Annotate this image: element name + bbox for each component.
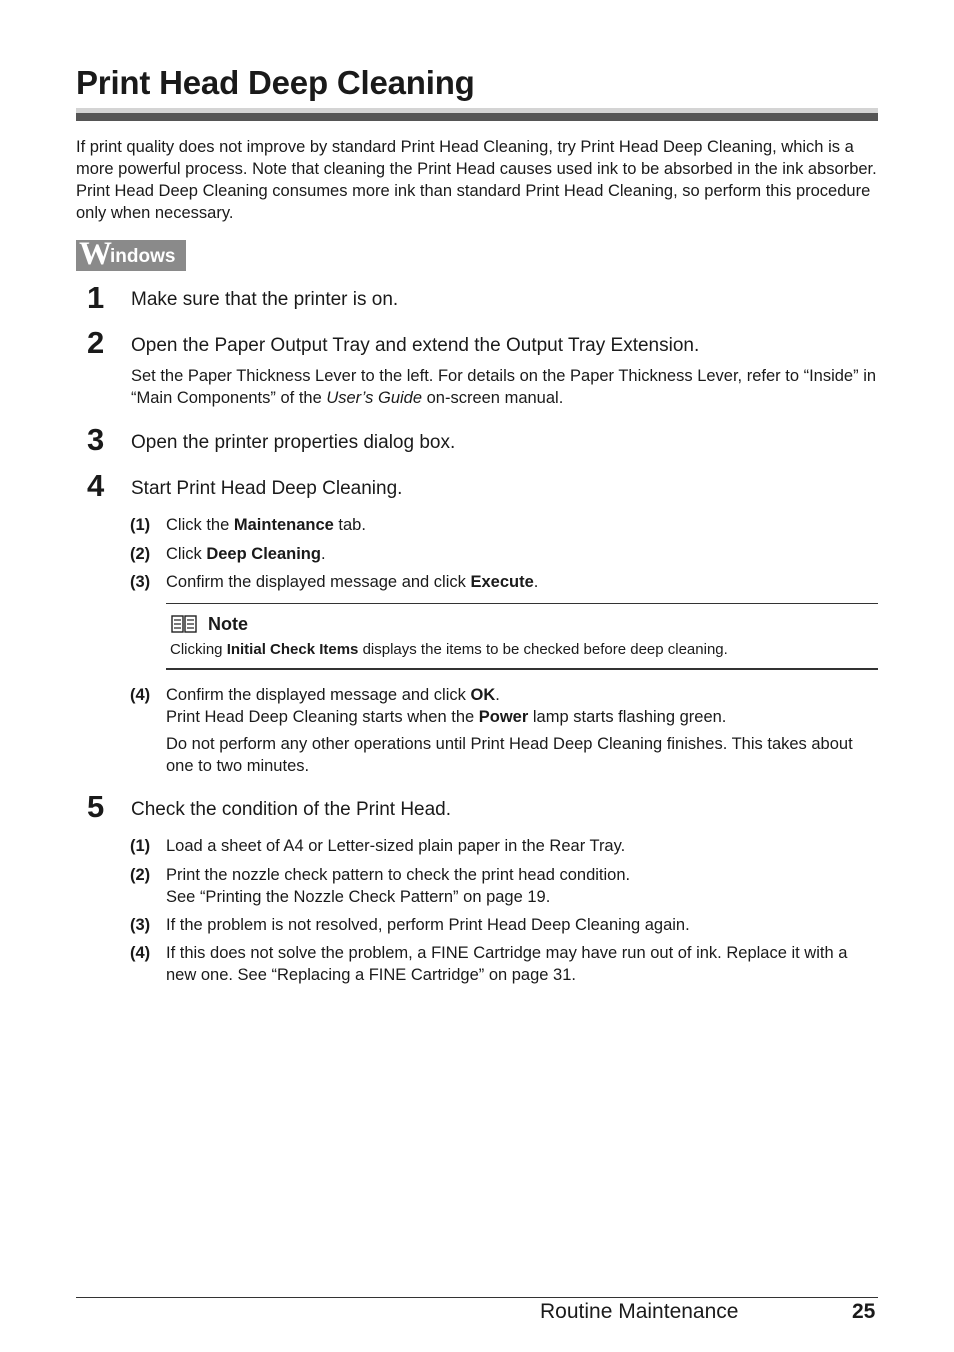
step-4-item-2-text: Click Deep Cleaning.	[166, 545, 326, 563]
page-number: 25	[852, 1300, 876, 1323]
windows-badge-initial: W	[79, 240, 112, 271]
step-2-text: Open the Paper Output Tray and extend the Output Tray Extension.	[131, 335, 700, 356]
step-5-text: Check the condition of the Print Head.	[131, 799, 452, 820]
step-5-item-1-text: Load a sheet of A4 or Letter-sized plain paper in the Rear Tray.	[166, 837, 626, 855]
windows-badge	[76, 240, 186, 271]
step-2-detail	[131, 365, 883, 409]
note-text: Clicking Initial Check Items displays the items to be checked before deep cleaning.	[170, 641, 728, 658]
step-5-item-4-number: (4)	[130, 944, 151, 962]
step-3-number: 3	[87, 422, 105, 457]
step-5-number: 5	[87, 789, 105, 824]
page-title: Print Head Deep Cleaning	[76, 64, 475, 101]
step-5-item-2-text: Print the nozzle check pattern to check the print head condition. See “Printing the Nozzle Check Pattern” on page 19.	[166, 866, 631, 906]
step-3-text: Open the printer properties dialog box.	[131, 432, 456, 453]
step-5-item-3-number: (3)	[130, 916, 151, 934]
book-icon	[171, 615, 197, 633]
step-4-number: 4	[87, 468, 105, 503]
step-2-detail-end: on-screen manual.	[422, 389, 564, 407]
users-guide-title: User’s Guide	[326, 389, 423, 407]
step-1-number: 1	[87, 280, 105, 315]
step-5-item-4-text: If this does not solve the problem, a FINE Cartridge may have run out of ink. Replace it with a new one. See “Replacing a FINE Cartridge” on page 31.	[166, 944, 848, 984]
intro-paragraph: If print quality does not improve by standard Print Head Cleaning, try Print Head Deep Cleaning, which is a more powerful process. Note that cleaning the Print Head causes used ink to be absorbed in the ink absorber. Print Head Deep Cleaning consumes more ink than standard Print Head Cleaning, so perform this procedure only when necessary.	[76, 138, 877, 222]
step-5-item-3-text: If the problem is not resolved, perform Print Head Deep Cleaning again.	[166, 916, 690, 934]
step-1-text: Make sure that the printer is on.	[131, 289, 399, 310]
step-5-item-1-number: (1)	[130, 837, 151, 855]
footer-rule	[76, 1297, 878, 1298]
windows-badge-text: indows	[110, 246, 176, 267]
footer-section-title: Routine Maintenance	[540, 1300, 739, 1323]
step-4-text: Start Print Head Deep Cleaning.	[131, 478, 403, 499]
step-2-detail-text: Set the Paper Thickness Lever to the left. For details on the Paper Thickness Lever, refer to “Inside” in “Main Components” of the	[131, 367, 877, 407]
step-4-item-1-number: (1)	[130, 516, 151, 534]
step-4-item-1-text: Click the Maintenance tab.	[166, 516, 366, 534]
step-4-item-2-number: (2)	[130, 545, 151, 563]
note-title: Note	[208, 614, 248, 634]
step-4-item-4-text: Confirm the displayed message and click OK. Print Head Deep Cleaning starts when the Power lamp starts flashing green.	[166, 686, 727, 726]
note-box	[166, 603, 878, 670]
title-rule	[76, 108, 878, 121]
step-4-item-3-text: Confirm the displayed message and click Execute.	[166, 573, 539, 591]
step-5-item-2-number: (2)	[130, 866, 151, 884]
step-2-number: 2	[87, 325, 105, 360]
step-4-item-4-number: (4)	[130, 686, 151, 704]
step-4-item-3-number: (3)	[130, 573, 151, 591]
step-4-item-4-paragraph: Do not perform any other operations until Print Head Deep Cleaning finishes. This takes about one to two minutes.	[166, 735, 853, 775]
